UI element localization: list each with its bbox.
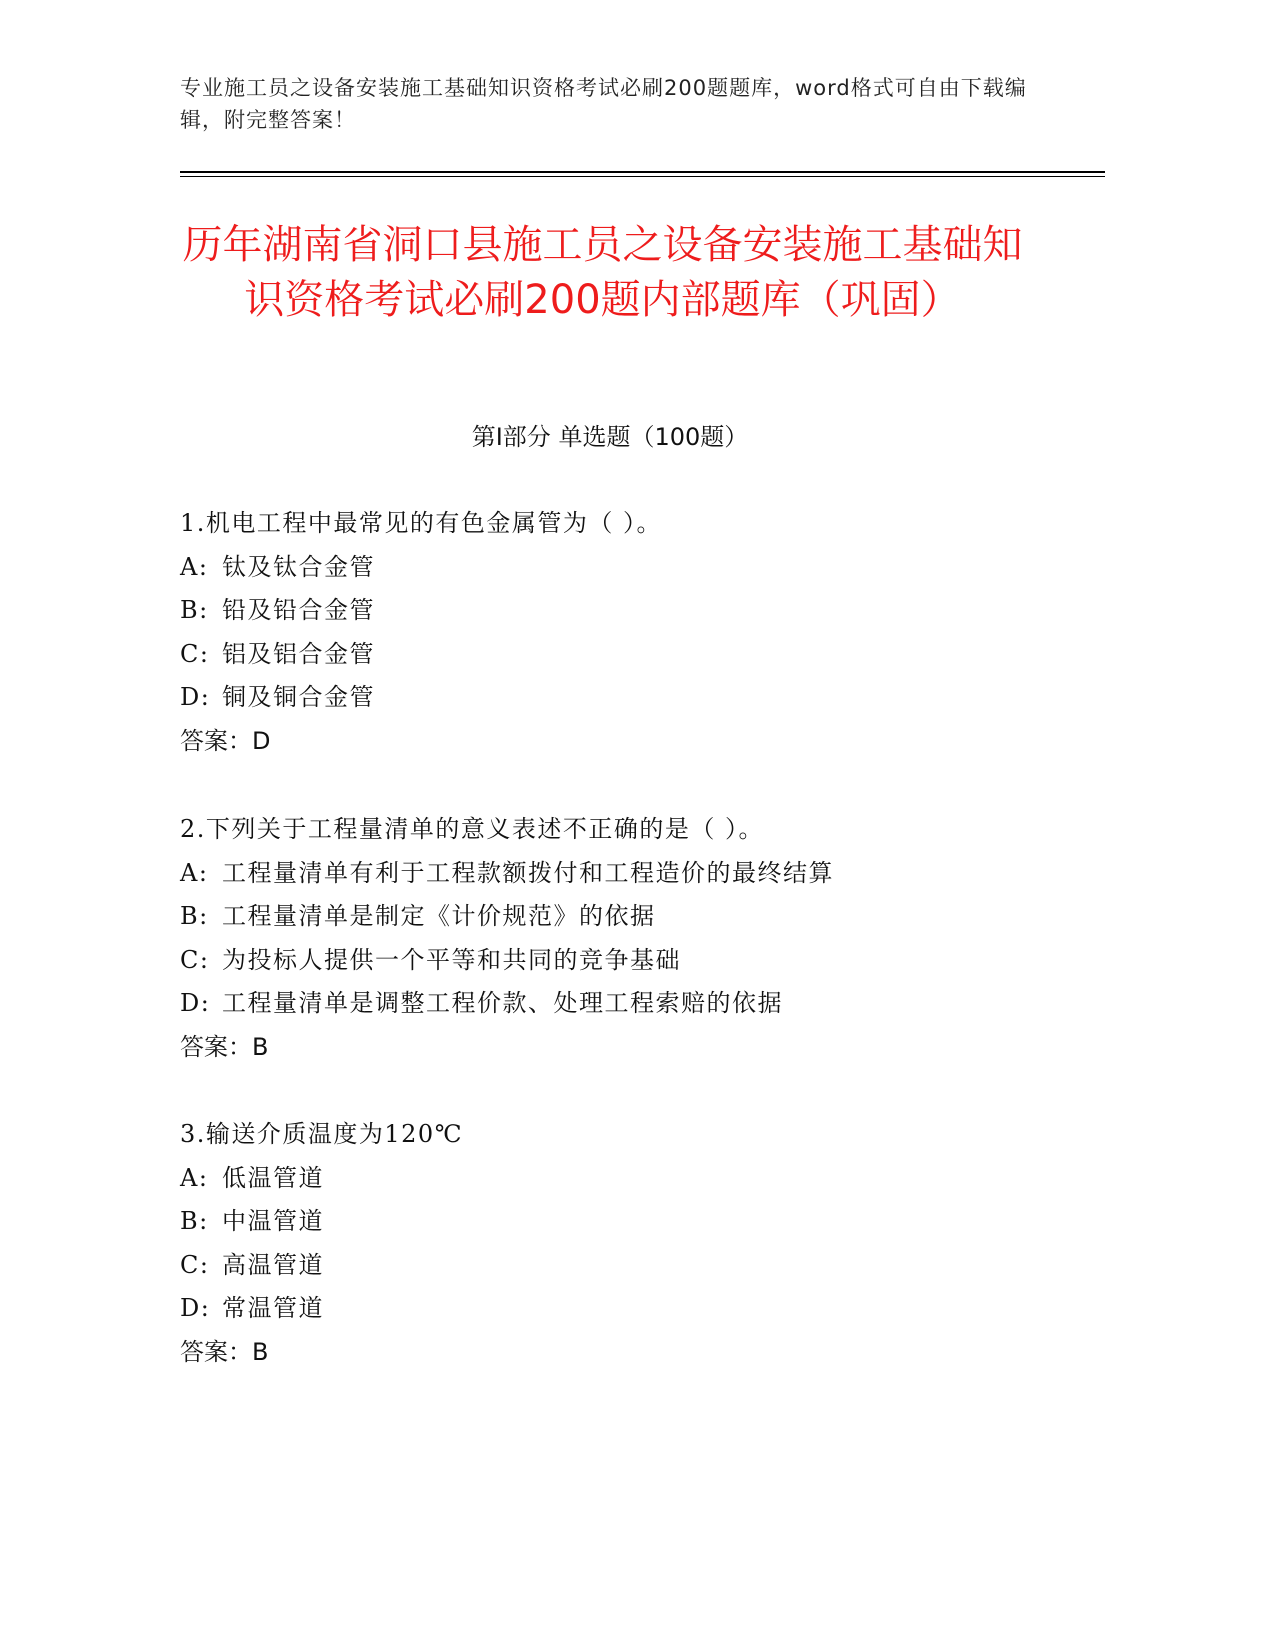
option-key: D: <box>180 989 211 1017</box>
option-d <box>180 676 1060 720</box>
question-1 <box>180 502 1060 763</box>
option-key: B: <box>180 1207 209 1235</box>
option-text: 常温管道 <box>222 1294 324 1322</box>
option-key: A: <box>180 858 209 887</box>
option-text: 高温管道 <box>222 1250 324 1279</box>
option-text: 为投标人提供一个平等和共同的竞争基础 <box>222 945 681 974</box>
answer-line: 答案：D <box>180 726 271 755</box>
document-title: 历年湖南省洞口县施工员之设备安装施工基础知识资格考试必刷200题内部题库（巩固） <box>182 222 1023 323</box>
option-text: 铝及铝合金管 <box>222 639 375 668</box>
answer-line: 答案：B <box>180 1337 269 1366</box>
option-c <box>180 939 1060 983</box>
option-key: C: <box>180 639 210 668</box>
question-stem: 1.机电工程中最常见的有色金属管为（ ）。 <box>180 509 663 537</box>
option-a <box>180 546 1060 590</box>
option-c <box>180 1244 1060 1288</box>
option-c <box>180 633 1060 677</box>
option-text: 铅及铅合金管 <box>222 596 375 624</box>
option-text: 铜及铜合金管 <box>222 683 375 711</box>
option-a <box>180 852 1060 896</box>
option-a <box>180 1157 1060 1201</box>
option-key: A: <box>180 552 209 581</box>
option-text: 中温管道 <box>222 1207 324 1235</box>
option-key: C: <box>180 945 210 974</box>
option-b <box>180 895 1060 939</box>
option-text: 钛及钛合金管 <box>222 552 375 581</box>
option-b <box>180 1200 1060 1244</box>
option-d <box>180 1287 1060 1331</box>
option-key: B: <box>180 902 209 930</box>
option-text: 工程量清单是调整工程价款、处理工程索赔的依据 <box>222 989 783 1017</box>
option-text: 工程量清单有利于工程款额拨付和工程造价的最终结算 <box>222 858 834 887</box>
header-rule-thick <box>180 171 1105 173</box>
option-text: 低温管道 <box>222 1163 324 1192</box>
question-3 <box>180 1113 1060 1374</box>
option-key: B: <box>180 596 209 624</box>
question-2 <box>180 808 1060 1069</box>
option-text: 工程量清单是制定《计价规范》的依据 <box>222 902 656 930</box>
question-stem: 3.输送介质温度为120℃ <box>180 1120 464 1148</box>
option-key: D: <box>180 1294 211 1322</box>
option-d <box>180 982 1060 1026</box>
option-key: C: <box>180 1250 210 1279</box>
option-key: D: <box>180 683 211 711</box>
question-stem: 2.下列关于工程量清单的意义表述不正确的是（ ）。 <box>180 815 765 843</box>
option-key: A: <box>180 1163 209 1192</box>
header-rule-thin <box>180 176 1105 177</box>
option-b <box>180 589 1060 633</box>
header-note: 专业施工员之设备安装施工基础知识资格考试必刷200题题库，word格式可自由下载编辑，附完整答案！ <box>180 76 1027 132</box>
answer-line: 答案：B <box>180 1032 269 1061</box>
section-title: 第Ⅰ部分 单选题（100题） <box>471 423 749 451</box>
